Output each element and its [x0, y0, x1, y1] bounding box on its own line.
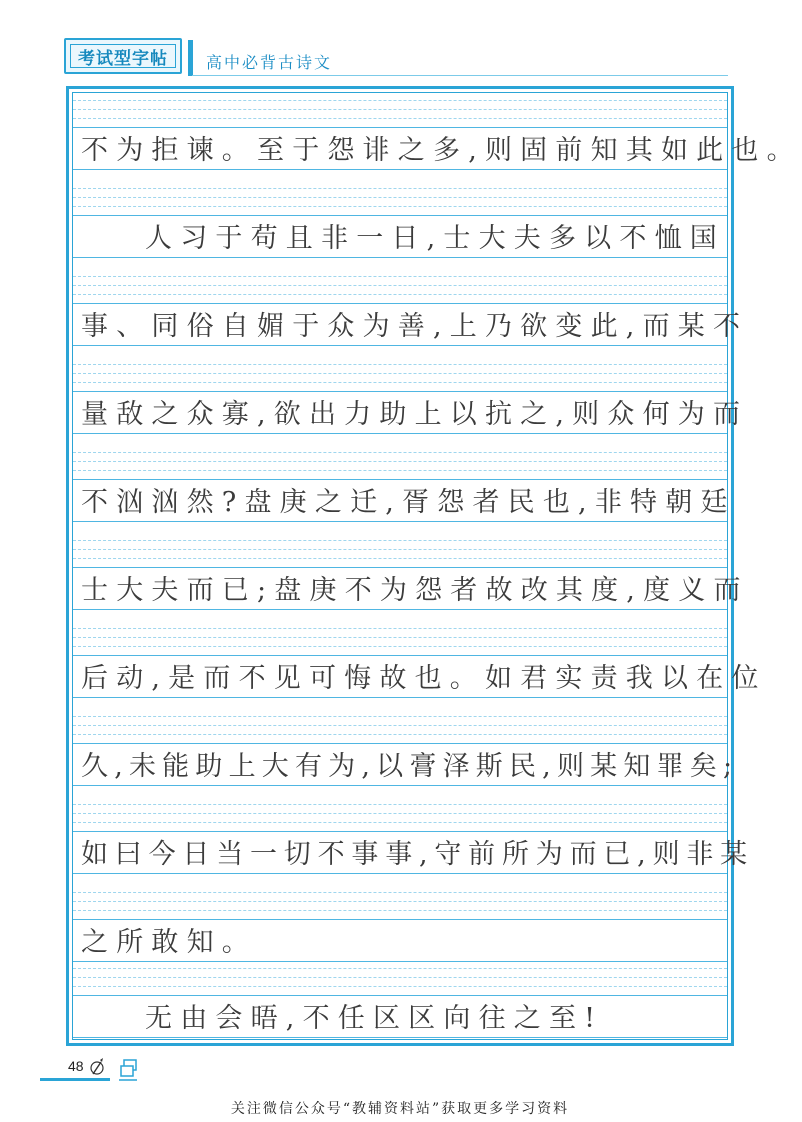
- grid-row: [73, 621, 767, 709]
- grid-row: [73, 181, 727, 269]
- text-line: 不汹汹然?盘庚之迁,胥怨者民也,非特朝廷: [81, 487, 736, 518]
- badge: [64, 38, 182, 74]
- text-line: 人习于苟且非一日,士大夫多以不恤国: [145, 223, 725, 254]
- text-line: 量敌之众寡,欲出力助上以抗之,则众何为而: [81, 399, 749, 430]
- pen-icon: [88, 1056, 106, 1078]
- text-line: 事、同俗自媚于众为善,上乃欲变此,而某不: [81, 311, 749, 342]
- writing-frame: [66, 86, 802, 1046]
- badge-label: 考试型字帖: [70, 44, 176, 68]
- header-bar: [188, 40, 193, 76]
- footer-notice: 关注微信公众号“教辅资料站”获取更多学习资料: [230, 1101, 570, 1117]
- text-line: 之所敢知。: [81, 927, 257, 958]
- page-header: [64, 38, 728, 78]
- text-line: 如曰今日当一切不事事,守前所为而已,则非某: [81, 839, 754, 870]
- footer-rule: [40, 1078, 110, 1081]
- grid-row: [73, 797, 754, 885]
- grid-row: [73, 885, 727, 973]
- writing-grid: [72, 92, 802, 1040]
- grid-row: [73, 357, 749, 445]
- stack-icon: [118, 1058, 140, 1082]
- text-line: 不为拒谏。至于怨诽之多,则固前知其如此也。: [81, 135, 802, 166]
- text-line: 久,未能助上大有为,以膏泽斯民,则某知罪矣;: [81, 751, 739, 782]
- page-number: 48: [68, 1058, 84, 1074]
- grid-row: [73, 269, 749, 357]
- text-line: 后动,是而不见可悔故也。如君实责我以在位: [81, 663, 767, 694]
- grid-row: [73, 445, 736, 533]
- grid-row: [73, 709, 739, 797]
- text-line: 士大夫而已;盘庚不为怨者故改其度,度义而: [81, 575, 749, 606]
- grid-row: [73, 961, 727, 1049]
- header-title: 高中必背古诗文: [206, 53, 333, 72]
- header-rule: [192, 75, 728, 76]
- grid-row: [73, 93, 802, 181]
- text-line: 无由会晤,不任区区向往之至!: [145, 1003, 604, 1034]
- grid-row: [73, 533, 749, 621]
